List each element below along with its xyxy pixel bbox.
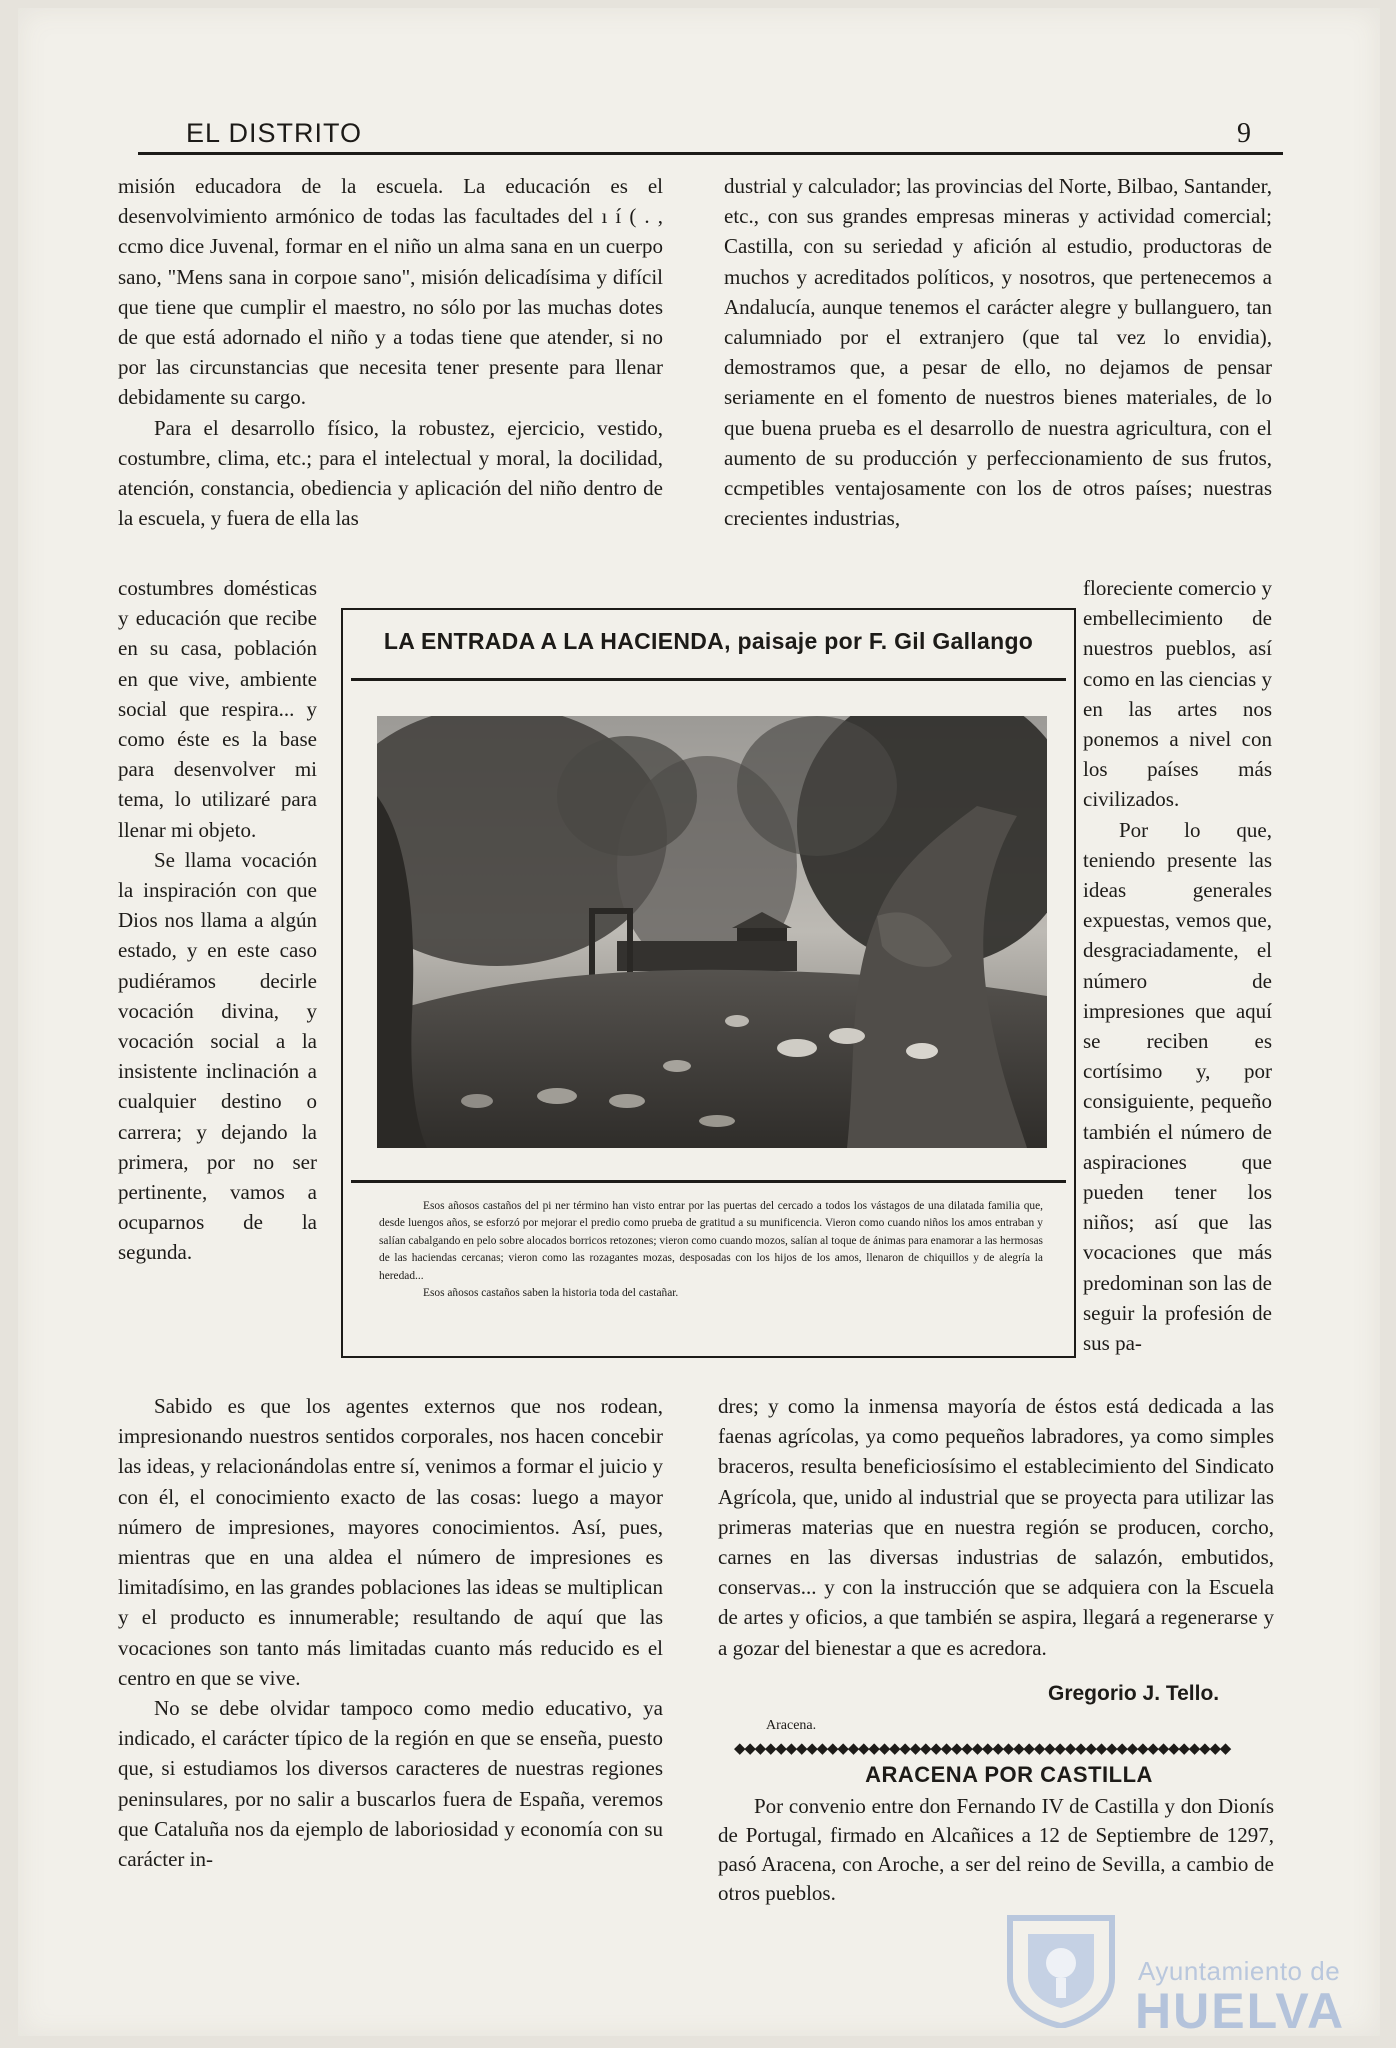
paragraph: misión educadora de la escuela. La educación es el desenvolvimiento armónico de todas las facultades del ı í ( . , ccmo dice Juvenal, formar en el niño un alma sana en un cuerpo sano, "Mens sana in corpoıe sano", misión delicadísima y difícil que tiene que cumplir el maestro, no sólo por las muchas dotes de que está adornado el niño y a todas tiene que atender, si no por las circunstancias que necesita tener presente para llenar debidamente su cargo. [118,174,663,410]
diamond-divider: ◆◆◆◆◆◆◆◆◆◆◆◆◆◆◆◆◆◆◆◆◆◆◆◆◆◆◆◆◆◆◆◆◆◆◆◆◆◆◆◆◆◆◆◆◆◆◆◆ [734,1739,1231,1757]
page-number: 9 [1237,118,1251,149]
col1-narrow [118,573,317,1268]
col1-bottom [118,1391,663,1874]
watermark-line2: HUELVA [1135,1983,1346,2039]
article-place: Aracena. [766,1718,817,1733]
col2-narrow [1083,573,1272,1358]
paragraph: Por lo que, teniendo presente las ideas generales expuestas, vemos que, desgraciadamente, el número de impresiones que aquí se reciben es cortísimo y, por consiguiente, pequeño también el número de aspiraciones que pueden tener los niños; así que las vocaciones que más predominan son las de seguir la profesión de sus pa- [1083,817,1272,1356]
figure-title: LA ENTRADA A LA HACIENDA, paisaje por F. Gil Gallango [383,628,1034,654]
paragraph: Sabido es que los agentes externos que nos rodean, impresionando nuestros sentidos corporales, nos hacen concebir las ideas, y relacionándolas entre sí, venimos a formar el juicio y con él, el conocimiento exacto de las cosas: luego a mayor número de impresiones, mayores conocimientos. Así, pues, mientras que en una aldea el número de impresiones es limitadísimo, en las grandes poblaciones las ideas se multiplican y el producto es innumerable; resultando de aquí que las vocaciones son tanto más limitadas cuanto más reducido es el centro en que se vive. [118,1394,663,1690]
figure-rule [351,678,1066,681]
section-title: ARACENA POR CASTILLA [865,1762,1153,1787]
paragraph: No se debe olvidar tampoco como medio educativo, ya indicado, el carácter típico de la región en que se enseña, puesto que, si estudiamos los diversos caracteres de nuestras regiones peninsulares, por no salir a buscarlos fuera de España, veremos que Cataluña nos da ejemplo de laboriosidad y economía con su carácter in- [118,1696,663,1872]
figure-box [341,608,1076,1358]
col1-top [118,171,663,533]
paragraph: Se llama vocación la inspiración con que Dios nos llama a algún estado, y en este caso pudiéramos decirle vocación divina, y vocación social a la insistente inclinación a cualquier destino o carrera; y dejando la primera, por no ser pertinente, vamos a ocuparnos de la segunda. [118,847,317,1265]
paragraph: floreciente comercio y embellecimiento de nuestros pueblos, así como en las ciencias y en las artes nos ponemos a nivel con los países más civilizados. [1083,576,1272,812]
col2-bottom [718,1391,1274,1663]
watermark-line1: Ayuntamiento de [1138,1956,1341,1986]
paragraph: dustrial y calculador; las provincias del Norte, Bilbao, Santander, etc., con sus grandes empresas mineras y actividad comercial; Castilla, con su seriedad y afición al estudio, productoras de muchos y acreditados políticos, y nosotros, que pertenecemos a Andalucía, aunque tenemos el carácter alegre y bullanguero, tan calumniado por el extranjero (que tal vez lo envidia), demostramos que, a pesar de ello, no dejamos de pensar seriamente en el fomento de nuestros bienes materiales, de lo que buena prueba es el desarrollo de nuestra agricultura, con el aumento de su producción y perfeccionamiento de sus frutos, ccmpetibles ventajosamente con los de otros países; nuestras crecientes industrias, [724,174,1272,531]
page-header [138,116,1283,155]
city-shield-icon [1002,1908,1120,2028]
landscape-painting [377,716,1047,1148]
paragraph: costumbres domésticas y educación que recibe en su casa, población en que vive, ambiente social que respira... y como éste es la base para desenvolver mi tema, lo utilizaré para llenar mi objeto. [118,576,317,842]
figure-caption [379,1198,1043,1302]
paragraph: dres; y como la inmensa mayoría de éstos está dedicada a las faenas agrícolas, ya como pequeños labradores, ya como simples braceros, resulta beneficiosísimo el establecimiento del Sindicato Agrícola, que, unido al industrial que se proyecta para utilizar las primeras materias que en nuestra región se producen, corcho, carnes en las diversas industrias de salazón, embutidos, conservas... y con la instrucción que se adquiera con la Escuela de artes y oficios, a que también se aspira, llegará a regenerarse y a gozar del bienestar a que es acredora. [718,1394,1274,1660]
masthead: EL DISTRITO [186,118,363,148]
col2-top [724,171,1272,533]
paragraph: Por convenio entre don Fernando IV de Castilla y don Dionís de Portugal, firmado en Alcañices a 12 de Septiembre de 1297, pasó Aracena, con Aroche, a ser del reino de Sevilla, a cambio de otros pueblos. [718,1794,1274,1905]
figure-rule [351,1180,1066,1183]
caption-paragraph: Esos añosos castaños saben la historia toda del castañar. [423,1287,679,1300]
article-signature: Gregorio J. Tello. [1048,1682,1220,1705]
caption-paragraph: Esos añosos castaños del pi ner término han visto entrar por las puertas del cercado a todos los vástagos de una dilatada familia que, desde luengos años, se esforzó por mejorar el predio como prueba de gratitud a su munificencia. Vieron como cuando niños los amos entraban y salían cabalgando en pelo sobre alocados borricos retozones; vieron como cuando mozos, salían al toque de ánimas para enamorar a las hermosas de las haciendas cercanas; vieron como las rozagantes mozas, desposadas con los hijos de los amos, llenaron de chiquillos y de alegría la heredad... [379,1200,1043,1282]
section-body [718,1792,1274,1908]
archive-watermark [1002,1908,1346,2039]
newspaper-page [18,8,1380,2039]
paragraph: Para el desarrollo físico, la robustez, ejercicio, vestido, costumbre, clima, etc.; para el intelectual y moral, la docilidad, atención, constancia, obediencia y aplicación del niño dentro de la escuela, y fuera de ella las [118,415,663,531]
